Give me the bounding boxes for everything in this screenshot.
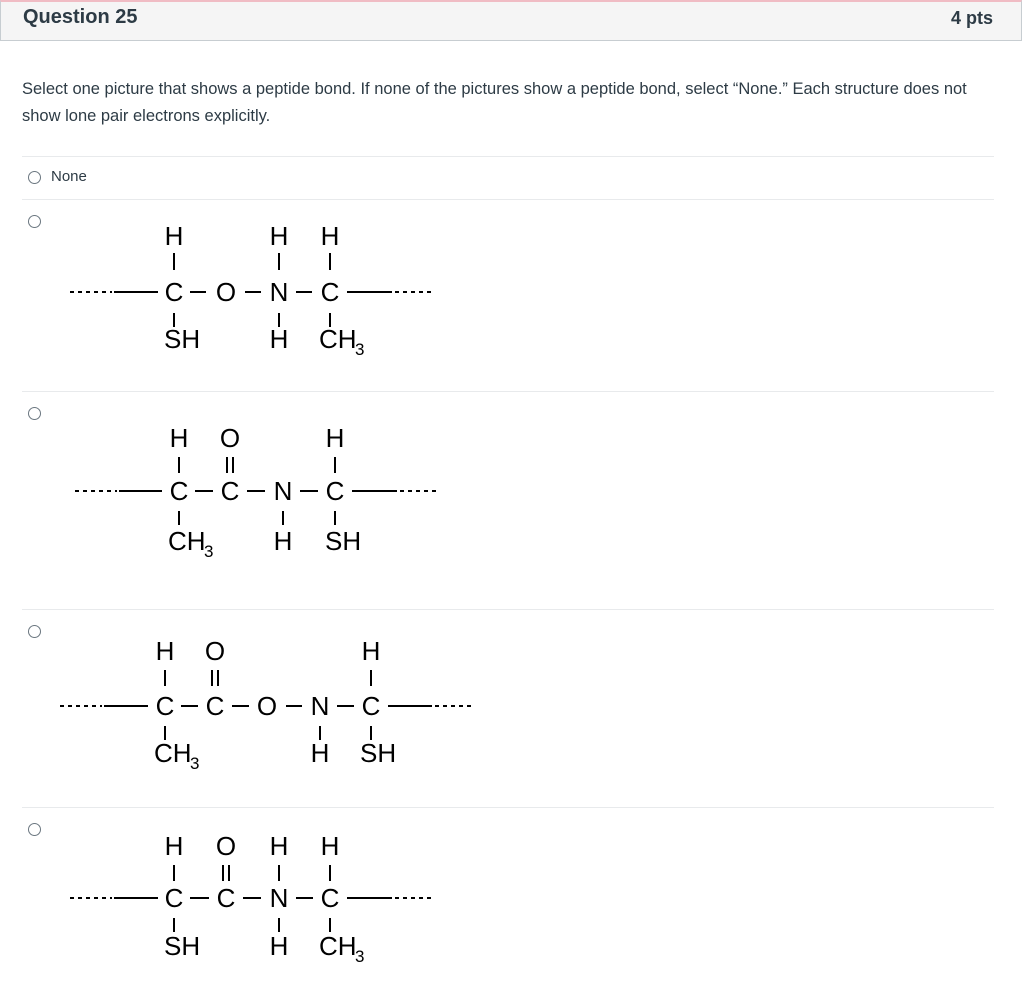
atom-label: H	[164, 831, 184, 861]
option-3-structure[interactable]	[0, 620, 600, 800]
atom-label: C	[325, 476, 345, 506]
question-points: 4 pts	[950, 8, 993, 28]
question-prompt: Select one picture that shows a peptide bond. If none of the pictures show a peptide bond, select “None.” Each structure does not show lone pair electrons explicitly.	[22, 80, 967, 125]
atom-label: N	[269, 883, 289, 913]
subscript: 3	[204, 542, 214, 561]
atom-label: H	[269, 831, 289, 861]
atom-label: H	[269, 931, 289, 961]
atom-label: C	[169, 476, 189, 506]
atom-label: C	[155, 691, 175, 721]
atom-label: H	[269, 221, 289, 251]
divider	[22, 807, 994, 808]
atom-label: N	[310, 691, 330, 721]
option-4-structure[interactable]	[0, 815, 600, 995]
atom-label: CH	[319, 324, 357, 354]
option-none-label[interactable]: None	[51, 168, 87, 185]
divider	[22, 156, 994, 157]
question-title: Question 25	[23, 6, 138, 28]
atom-label: H	[164, 221, 184, 251]
atom-label: H	[269, 324, 289, 354]
atom-label: O	[219, 423, 241, 453]
atom-label: C	[216, 883, 236, 913]
atom-label: H	[273, 526, 293, 556]
atom-label: SH	[164, 324, 201, 354]
atom-label: C	[220, 476, 240, 506]
subscript: 3	[355, 340, 365, 359]
atom-label: C	[361, 691, 381, 721]
atom-label: O	[204, 636, 226, 666]
atom-label: C	[320, 277, 340, 307]
atom-label: SH	[164, 931, 201, 961]
atom-label: O	[215, 831, 237, 861]
atom-label: H	[310, 738, 330, 768]
atom-label: H	[155, 636, 175, 666]
subscript: 3	[190, 754, 200, 773]
option-2-structure[interactable]	[0, 400, 600, 580]
atom-label: N	[269, 277, 289, 307]
divider	[22, 391, 994, 392]
atom-label: C	[320, 883, 340, 913]
atom-label: H	[325, 423, 345, 453]
atom-label: H	[320, 831, 340, 861]
atom-label: C	[164, 883, 184, 913]
atom-label: O	[256, 691, 278, 721]
option-none-radio[interactable]	[28, 171, 41, 184]
atom-label: H	[320, 221, 340, 251]
atom-label: C	[205, 691, 225, 721]
atom-label: CH	[154, 738, 192, 768]
atom-label: H	[169, 423, 189, 453]
subscript: 3	[355, 947, 365, 966]
atom-label: O	[215, 277, 237, 307]
atom-label: H	[361, 636, 381, 666]
divider	[22, 609, 994, 610]
atom-label: CH	[319, 931, 357, 961]
atom-label: CH	[168, 526, 206, 556]
atom-label: SH	[325, 526, 362, 556]
atom-label: SH	[360, 738, 397, 768]
atom-label: C	[164, 277, 184, 307]
atom-label: N	[273, 476, 293, 506]
question-header	[0, 0, 1022, 41]
option-1-structure[interactable]	[0, 200, 600, 380]
